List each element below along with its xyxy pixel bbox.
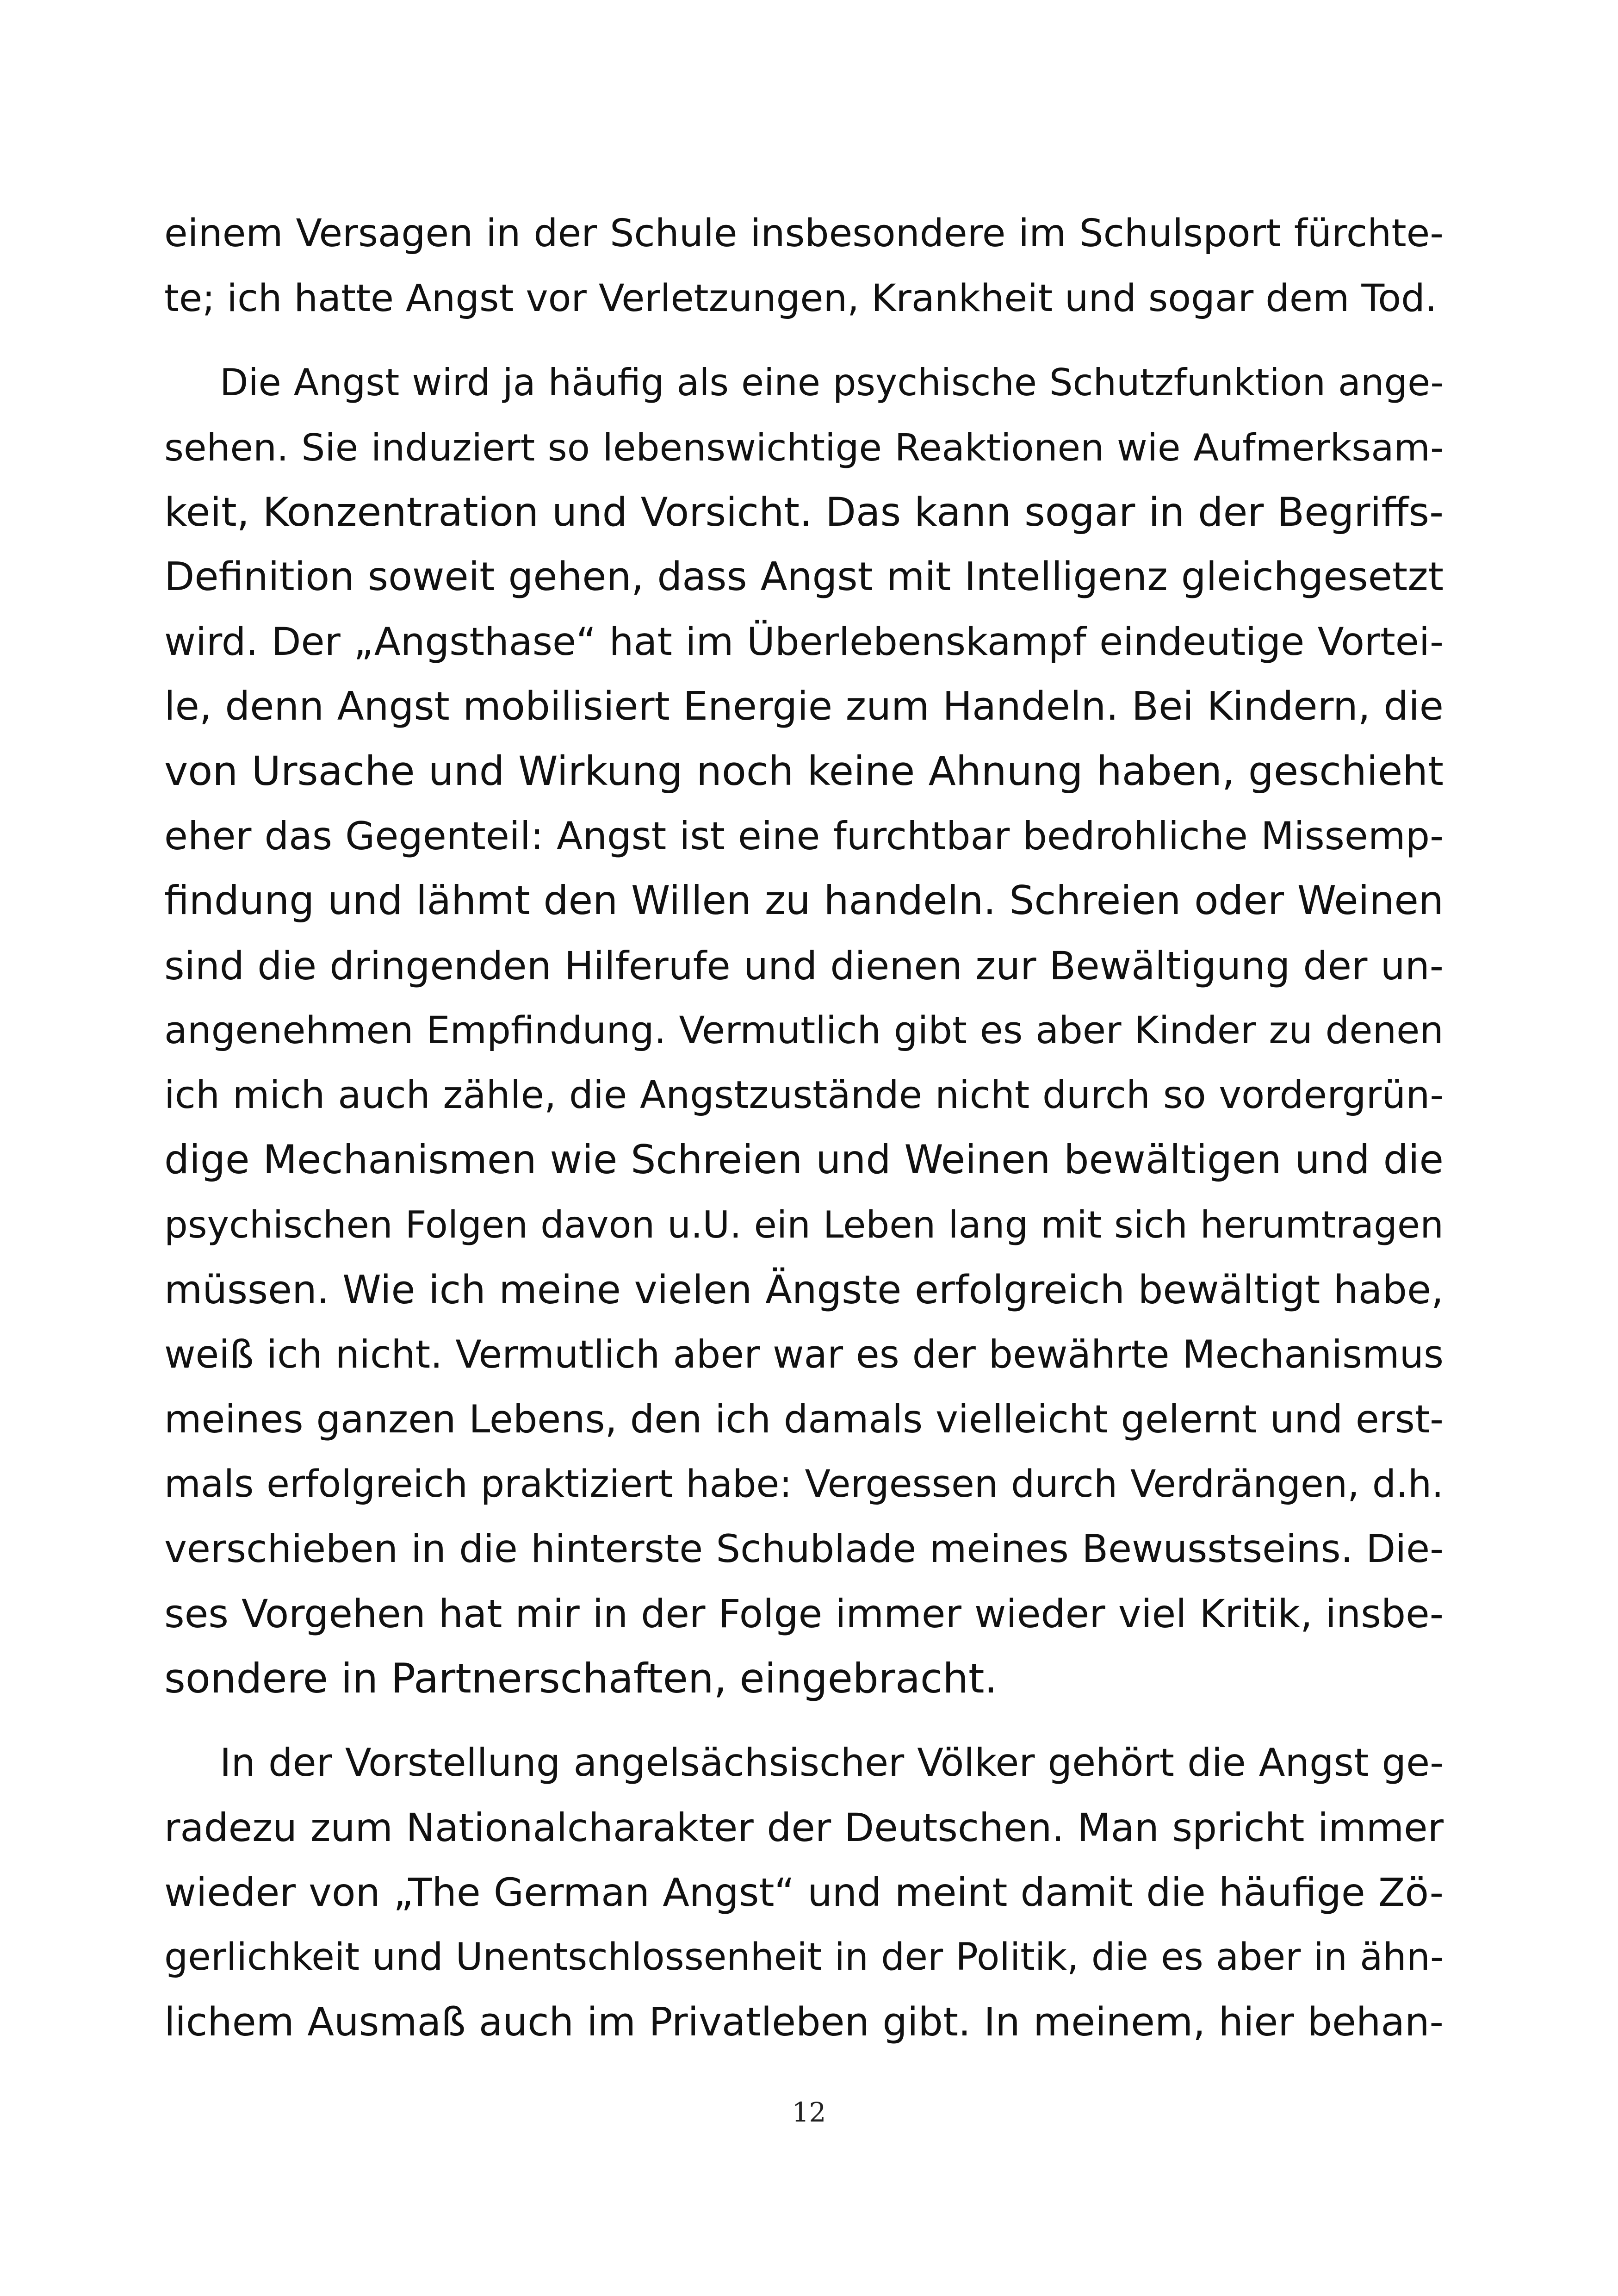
paragraph-1 [164, 201, 1444, 331]
text-line: eher das Gegenteil: Angst ist eine furchtbar bedrohliche Missemp- [164, 814, 1444, 859]
text-line: Definition soweit gehen, dass Angst mit Intelligenz gleichgesetzt [164, 554, 1444, 600]
text-line: radezu zum Nationalcharakter der Deutschen. Man spricht immer [164, 1805, 1444, 1850]
text-line: te; ich hatte Angst vor Verletzungen, Krankheit und sogar dem Tod. [164, 276, 1437, 320]
text-line: wieder von „The German Angst“ und meint damit die häufige Zö- [164, 1870, 1444, 1915]
text-line: ses Vorgehen hat mir in der Folge immer wieder viel Kritik, insbe- [164, 1591, 1444, 1636]
text-line: sind die dringenden Hilferufe und dienen zur Bewältigung der un- [164, 943, 1444, 989]
text-line: ich mich auch zähle, die Angstzustände nicht durch so vordergrün- [164, 1073, 1444, 1117]
text-line: In der Vorstellung angelsächsischer Völker gehört die Angst ge- [220, 1740, 1444, 1785]
page-number: 12 [792, 2097, 826, 2128]
text-line: müssen. Wie ich meine vielen Ängste erfolgreich bewältigt habe, [164, 1267, 1444, 1313]
text-line: mals erfolgreich praktiziert habe: Vergessen durch Verdrängen, d.h. [164, 1462, 1444, 1506]
text-line: findung und lähmt den Willen zu handeln. Schreien oder Weinen [164, 878, 1444, 924]
text-line: psychischen Folgen davon u.U. ein Leben lang mit sich herumtragen [164, 1203, 1444, 1246]
text-line: le, denn Angst mobilisiert Energie zum Handeln. Bei Kindern, die [164, 684, 1444, 729]
text-line: sondere in Partnerschaften, eingebracht. [164, 1655, 998, 1702]
text-line: wird. Der „Angsthase“ hat im Überlebenskampf eindeutige Vortei- [164, 619, 1444, 664]
text-line: meines ganzen Lebens, den ich damals vielleicht gelernt und erst- [164, 1397, 1444, 1442]
text-line: Die Angst wird ja häufig als eine psychische Schutzfunktion ange- [220, 361, 1444, 404]
text-line: weiß ich nicht. Vermutlich aber war es der bewährte Mechanismus [164, 1332, 1444, 1377]
text-line: einem Versagen in der Schule insbesondere im Schulsport fürchte- [164, 212, 1444, 255]
paragraph-2 [164, 350, 1444, 1711]
text-line: lichem Ausmaß auch im Privatleben gibt. In meinem, hier behan- [164, 1999, 1444, 2045]
text-line: dige Mechanismen wie Schreien und Weinen bewältigen und die [164, 1137, 1444, 1183]
text-line: angenehmen Empfindung. Vermutlich gibt es aber Kinder zu denen [164, 1008, 1444, 1052]
text-line: keit, Konzentration und Vorsicht. Das kann sogar in der Begriffs- [164, 489, 1444, 535]
text-line: von Ursache und Wirkung noch keine Ahnung haben, geschieht [164, 748, 1444, 795]
text-line: verschieben in die hinterste Schublade meines Bewusstseins. Die- [164, 1526, 1444, 1571]
text-line: sehen. Sie induziert so lebenswichtige Reaktionen wie Aufmerksam- [164, 426, 1444, 469]
body-text [164, 201, 1444, 2074]
text-line: gerlichkeit und Unentschlossenheit in der Politik, die es aber in ähn- [164, 1935, 1444, 1979]
paragraph-3 [164, 1730, 1444, 2054]
